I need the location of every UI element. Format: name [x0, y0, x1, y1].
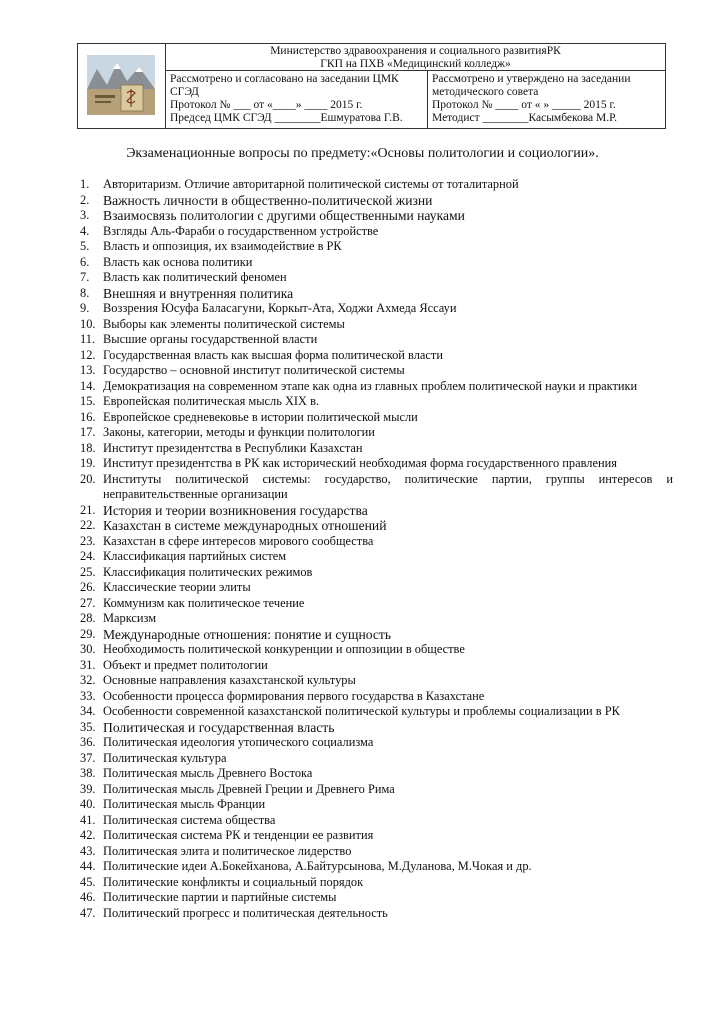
question-text: Политические идеи А.Бокейханова, А.Байтурсынова, М.Дуланова, М.Чокая и др. — [103, 859, 532, 873]
question-number: 36. — [80, 735, 96, 749]
question-number: 17. — [80, 425, 96, 439]
question-number: 38. — [80, 766, 96, 780]
question-item — [80, 813, 673, 829]
question-item — [80, 766, 673, 782]
question-text: Авторитаризм. Отличие авторитарной политической системы от тоталитарной — [103, 177, 519, 191]
question-text: Политическая система общества — [103, 812, 276, 827]
question-text: Политическая мысль Древнего Востока — [103, 766, 313, 780]
cmk-approval-block — [166, 71, 428, 128]
question-item — [80, 673, 673, 689]
question-number: 19. — [80, 456, 96, 470]
question-number: 13. — [80, 363, 96, 377]
council-line-2: методического совета — [432, 86, 539, 98]
question-text: Воззрения Юсуфа Баласагуни, Коркыт-Ата, Ходжи Ахмеда Яссауи — [103, 301, 457, 315]
question-number: 23. — [80, 533, 96, 548]
question-item — [80, 208, 673, 224]
question-item — [80, 549, 673, 565]
question-text: Институты политической системы: государство, политические партии, группы интересов и неправительственные организации — [103, 471, 673, 501]
question-number: 29. — [80, 626, 96, 641]
question-text: Политическая мысль Древней Греции и Древнего Рима — [103, 781, 395, 796]
question-text: Политический прогресс и политическая деятельность — [103, 905, 388, 920]
question-text: Институт президентства в Республики Казахстан — [103, 440, 363, 455]
question-number: 43. — [80, 843, 96, 858]
question-item — [80, 286, 673, 302]
question-item — [80, 410, 673, 426]
question-item — [80, 301, 673, 317]
cmk-line-2: СГЭД — [170, 86, 199, 98]
question-text: Классификация политических режимов — [103, 564, 313, 579]
question-item — [80, 735, 673, 751]
question-text: Особенности современной казахстанской политической культуры и проблемы социализации в РК — [103, 704, 620, 718]
question-item — [80, 534, 673, 550]
question-number: 16. — [80, 409, 96, 424]
question-item — [80, 518, 673, 534]
question-text: Взаимосвязь политологии с другими общественными науками — [103, 208, 465, 223]
council-protocol: Протокол № ____ от « » _____ 2015 г. — [432, 99, 616, 111]
question-number: 41. — [80, 812, 96, 827]
question-number: 42. — [80, 828, 96, 842]
question-text: Политическая элита и политическое лидерство — [103, 843, 352, 858]
question-item — [80, 751, 673, 767]
question-text: Власть как политический феномен — [103, 270, 287, 284]
question-text: Политические партии и партийные системы — [103, 890, 337, 904]
question-text: Казахстан в сфере интересов мирового сообщества — [103, 533, 374, 548]
question-number: 12. — [80, 347, 96, 362]
question-number: 1. — [80, 177, 90, 191]
question-number: 3. — [80, 208, 90, 222]
question-text: Внешняя и внутренняя политика — [103, 285, 294, 301]
college-logo-icon — [87, 55, 155, 115]
question-number: 45. — [80, 874, 96, 889]
question-text: Власть как основа политики — [103, 254, 253, 269]
question-text: История и теории возникновения государства — [103, 502, 368, 518]
question-item — [80, 348, 673, 364]
question-item — [80, 828, 673, 844]
question-number: 26. — [80, 580, 96, 594]
ministry-line-1: Министерство здравоохранения и социального развитияРК — [270, 45, 561, 57]
question-item — [80, 580, 673, 596]
question-item — [80, 875, 673, 891]
ministry-title — [166, 44, 665, 71]
question-item — [80, 394, 673, 410]
question-text: Институт президентства в РК как исторический необходимая форма государственного правления — [103, 456, 617, 470]
question-item — [80, 503, 673, 519]
question-number: 33. — [80, 688, 96, 703]
question-text: Казахстан в системе международных отношений — [103, 518, 387, 533]
ministry-line-2: ГКП на ПХВ «Медицинский колледж» — [320, 57, 511, 70]
question-number: 8. — [80, 285, 90, 300]
question-item — [80, 193, 673, 209]
question-text: Особенности процесса формирования первого государства в Казахстане — [103, 688, 485, 703]
question-item — [80, 596, 673, 612]
question-item — [80, 239, 673, 255]
question-number: 5. — [80, 239, 90, 253]
question-text: Необходимость политической конкуренции и оппозиции в обществе — [103, 642, 465, 656]
question-number: 10. — [80, 316, 96, 331]
question-text: Классические теории элиты — [103, 580, 251, 594]
question-number: 24. — [80, 549, 96, 563]
question-item — [80, 425, 673, 441]
question-number: 47. — [80, 905, 96, 920]
question-number: 31. — [80, 657, 96, 672]
logo-cell — [78, 44, 166, 128]
question-text: Коммунизм как политическое течение — [103, 595, 305, 610]
question-number: 25. — [80, 564, 96, 579]
exam-title: Экзаменационные вопросы по предмету:«Основы политологии и социологии». — [126, 146, 599, 161]
question-item — [80, 332, 673, 348]
question-number: 27. — [80, 595, 96, 610]
question-item — [80, 658, 673, 674]
council-line-1: Рассмотрено и утверждено на заседании — [432, 73, 631, 85]
question-number: 2. — [80, 192, 90, 207]
question-item — [80, 890, 673, 906]
methodist-signature: Методист ________Касымбекова М.Р. — [432, 112, 617, 124]
question-item — [80, 456, 673, 472]
question-item — [80, 565, 673, 581]
question-number: 30. — [80, 642, 96, 656]
question-item — [80, 177, 673, 193]
question-text: Важность личности в общественно-политической жизни — [103, 192, 433, 208]
question-text: Марксизм — [103, 611, 157, 625]
question-number: 15. — [80, 394, 96, 408]
question-text: Европейское средневековье в истории политической мысли — [103, 409, 418, 424]
question-text: Политическая и государственная власть — [103, 719, 335, 735]
question-number: 32. — [80, 673, 96, 687]
cmk-protocol: Протокол № ___ от «____» ____ 2015 г. — [170, 99, 363, 111]
question-item — [80, 627, 673, 643]
question-text: Политическая мысль Франции — [103, 797, 266, 811]
question-number: 21. — [80, 502, 96, 517]
question-text: Демократизация на современном этапе как одна из главных проблем политической науки и практики — [103, 378, 638, 393]
question-item — [80, 270, 673, 286]
question-text: Власть и оппозиция, их взаимодействие в РК — [103, 239, 342, 253]
question-item — [80, 689, 673, 705]
question-item — [80, 255, 673, 271]
question-text: Политическая идеология утопического социализма — [103, 735, 374, 749]
question-text: Государственная власть как высшая форма политической власти — [103, 347, 443, 362]
question-item — [80, 642, 673, 658]
question-number: 6. — [80, 254, 90, 269]
question-number: 37. — [80, 750, 96, 765]
header-table — [77, 43, 666, 129]
question-text: Политическая система РК и тенденции ее развития — [103, 828, 374, 842]
question-item — [80, 906, 673, 922]
question-text: Государство – основной институт политической системы — [103, 363, 405, 377]
question-item — [80, 441, 673, 457]
question-number: 35. — [80, 719, 96, 734]
question-number: 9. — [80, 301, 90, 315]
question-number: 39. — [80, 781, 96, 796]
question-item — [80, 317, 673, 333]
question-text: Объект и предмет политологии — [103, 657, 268, 672]
question-number: 44. — [80, 859, 96, 873]
question-item — [80, 611, 673, 627]
question-number: 28. — [80, 611, 96, 625]
question-item — [80, 704, 673, 720]
cmk-line-1: Рассмотрено и согласовано на заседании ЦМК — [170, 73, 399, 85]
question-text: Классификация партийных систем — [103, 549, 287, 563]
question-number: 4. — [80, 223, 90, 238]
question-text: Основные направления казахстанской культуры — [103, 673, 356, 687]
question-number: 22. — [80, 518, 96, 532]
question-number: 46. — [80, 890, 96, 904]
question-number: 20. — [80, 471, 96, 486]
question-item — [80, 720, 673, 736]
question-number: 7. — [80, 270, 90, 284]
question-item — [80, 859, 673, 875]
question-item — [80, 379, 673, 395]
question-item — [80, 472, 673, 503]
question-item — [80, 782, 673, 798]
cmk-chair-signature: Председ ЦМК СГЭД ________Ешмуратова Г.В. — [170, 112, 403, 124]
question-item — [80, 224, 673, 240]
question-number: 18. — [80, 440, 96, 455]
question-text: Высшие органы государственной власти — [103, 332, 318, 346]
question-text: Взгляды Аль-Фараби о государственном устройстве — [103, 223, 379, 238]
question-text: Политическая культура — [103, 750, 227, 765]
question-number: 11. — [80, 332, 96, 346]
question-text: Выборы как элементы политической системы — [103, 316, 345, 331]
question-text: Европейская политическая мысль XIX в. — [103, 394, 320, 408]
method-council-block — [428, 71, 665, 128]
question-text: Международные отношения: понятие и сущность — [103, 626, 392, 642]
question-text: Законы, категории, методы и функции политологии — [103, 425, 375, 439]
question-item — [80, 363, 673, 379]
question-item — [80, 797, 673, 813]
question-item — [80, 844, 673, 860]
question-number: 14. — [80, 378, 96, 393]
questions-list — [80, 177, 673, 921]
question-text: Политические конфликты и социальный порядок — [103, 874, 364, 889]
question-number: 34. — [80, 704, 96, 718]
question-number: 40. — [80, 797, 96, 811]
